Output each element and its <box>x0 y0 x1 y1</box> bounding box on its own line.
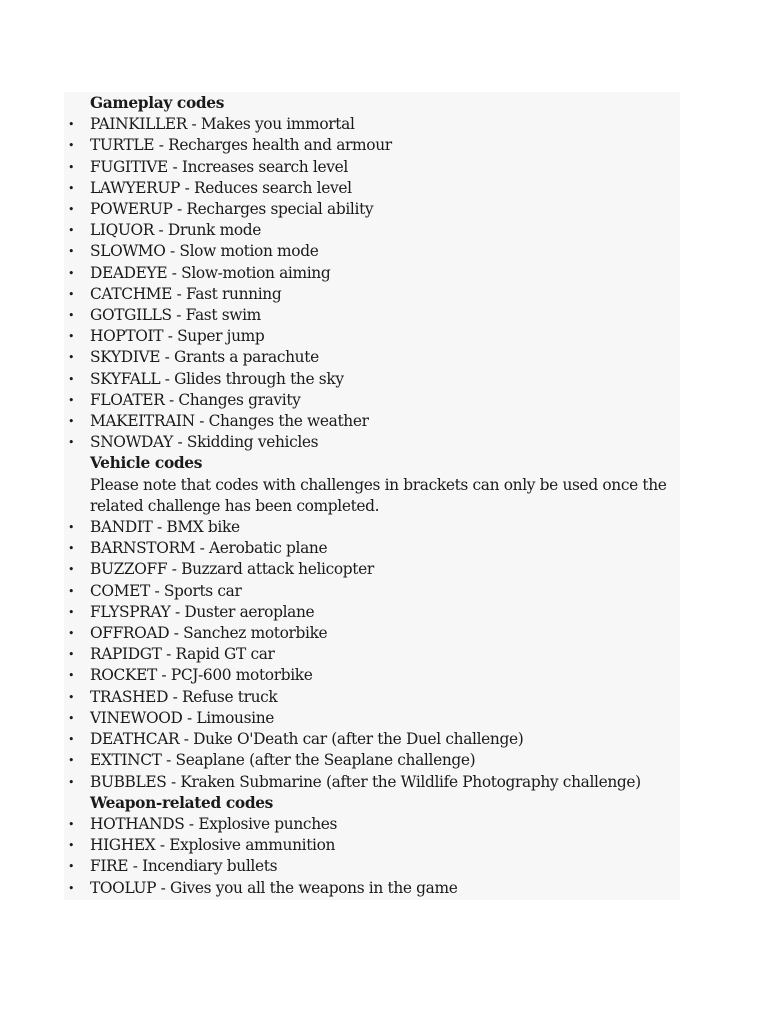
bullet-icon: • <box>68 160 75 174</box>
bullet-icon: • <box>68 372 75 386</box>
section-heading: Gameplay codes <box>90 94 225 112</box>
bullet-icon: • <box>68 139 75 153</box>
bullet-icon: • <box>68 415 75 429</box>
list-item: • HOTHANDS - Explosive punches <box>90 814 680 835</box>
bullet-icon: • <box>68 627 75 641</box>
bullet-icon: • <box>68 266 75 280</box>
bullet-icon: • <box>68 648 75 662</box>
bullet-icon: • <box>68 669 75 683</box>
section-heading: Vehicle codes <box>90 454 203 473</box>
bullet-icon: • <box>68 563 75 577</box>
bullet-icon: • <box>68 711 75 725</box>
list-item: • TOOLUP - Gives you all the weapons in the game <box>90 878 680 899</box>
bullet-icon: • <box>68 287 75 301</box>
list-item: • VINEWOOD - Limousine <box>90 708 680 729</box>
bullet-icon: • <box>68 754 75 768</box>
bullet-icon: • <box>68 839 75 853</box>
bullet-icon: • <box>68 733 75 747</box>
bullet-icon: • <box>68 224 75 238</box>
bullet-icon: • <box>68 542 75 556</box>
list-item: • PAINKILLER - Makes you immortal <box>90 114 680 135</box>
bullet-icon: • <box>68 605 75 619</box>
section-weapon <box>68 793 680 899</box>
list-item: • RAPIDGT - Rapid GT car <box>90 644 680 665</box>
list-item: • ROCKET - PCJ-600 motorbike <box>90 665 680 686</box>
list-item: • TURTLE - Recharges health and armour <box>90 135 680 156</box>
bullet-icon: • <box>68 118 75 132</box>
bullet-icon: • <box>68 860 75 874</box>
section-gameplay <box>68 93 680 453</box>
list-item: • MAKEITRAIN - Changes the weather <box>90 411 680 432</box>
section-vehicle <box>68 453 680 792</box>
list-item: • TRASHED - Refuse truck <box>90 687 680 708</box>
bullet-icon: • <box>68 351 75 365</box>
section-heading: Weapon-related codes <box>90 793 273 812</box>
bullet-icon: • <box>68 393 75 407</box>
list-item: • DEATHCAR - Duke O'Death car (after the Duel challenge) <box>90 729 680 750</box>
bullet-icon: • <box>68 690 75 704</box>
bullet-icon: • <box>68 330 75 344</box>
list-item: • BANDIT - BMX bike <box>90 517 680 538</box>
bullet-icon: • <box>68 203 75 217</box>
bullet-icon: • <box>68 181 75 195</box>
bullet-icon: • <box>68 881 75 895</box>
section-note: Please note that codes with challenges in brackets can only be used once the related challenge has been completed. <box>90 475 667 515</box>
list-item: • HOPTOIT - Super jump <box>90 326 680 347</box>
list-item: • FLYSPRAY - Duster aeroplane <box>90 602 680 623</box>
list-item: • SKYDIVE - Grants a parachute <box>90 347 680 368</box>
bullet-icon: • <box>68 521 75 535</box>
list-item: • CATCHME - Fast running <box>90 284 680 305</box>
list-item: • LAWYERUP - Reduces search level <box>90 178 680 199</box>
list-item: • SNOWDAY - Skidding vehicles <box>90 432 680 453</box>
code-list <box>68 814 680 899</box>
list-item: • EXTINCT - Seaplane (after the Seaplane challenge) <box>90 750 680 771</box>
code-list <box>68 517 680 793</box>
list-item: • SLOWMO - Slow motion mode <box>90 241 680 262</box>
list-item: • BARNSTORM - Aerobatic plane <box>90 538 680 559</box>
list-item: • FUGITIVE - Increases search level <box>90 157 680 178</box>
bullet-icon: • <box>68 775 75 789</box>
bullet-icon: • <box>68 309 75 323</box>
code-list <box>68 114 680 453</box>
list-item: • FLOATER - Changes gravity <box>90 390 680 411</box>
list-item: • COMET - Sports car <box>90 581 680 602</box>
list-item: • GOTGILLS - Fast swim <box>90 305 680 326</box>
list-item: • POWERUP - Recharges special ability <box>90 199 680 220</box>
list-item: • FIRE - Incendiary bullets <box>90 856 680 877</box>
bullet-icon: • <box>68 436 75 450</box>
list-item: • HIGHEX - Explosive ammunition <box>90 835 680 856</box>
bullet-icon: • <box>68 817 75 831</box>
list-item: • BUZZOFF - Buzzard attack helicopter <box>90 559 680 580</box>
list-item: • LIQUOR - Drunk mode <box>90 220 680 241</box>
list-item: • DEADEYE - Slow-motion aiming <box>90 263 680 284</box>
list-item: • OFFROAD - Sanchez motorbike <box>90 623 680 644</box>
bullet-icon: • <box>68 245 75 259</box>
bullet-icon: • <box>68 584 75 598</box>
list-item: • SKYFALL - Glides through the sky <box>90 369 680 390</box>
list-item: • BUBBLES - Kraken Submarine (after the Wildlife Photography challenge) <box>90 772 680 793</box>
document-content <box>68 93 680 899</box>
